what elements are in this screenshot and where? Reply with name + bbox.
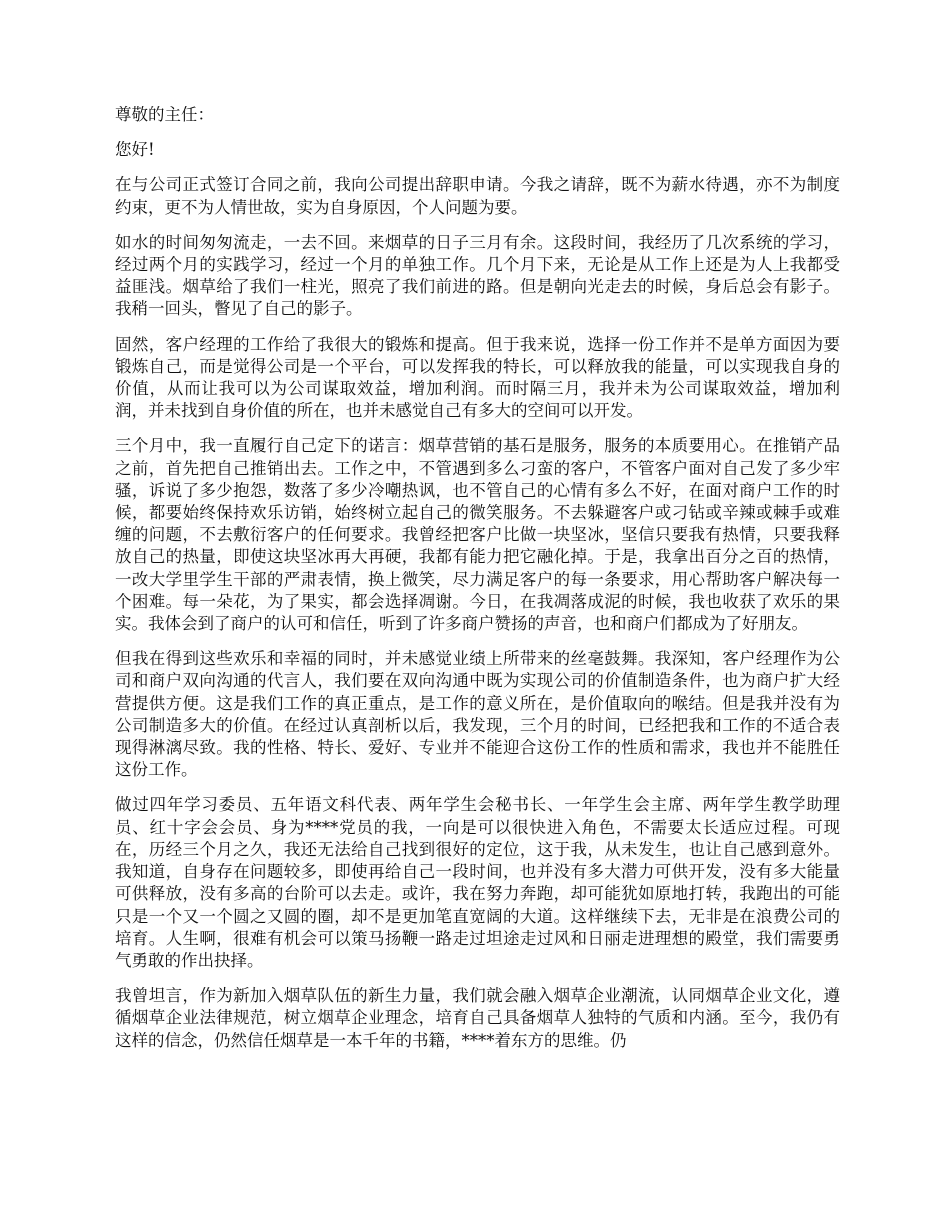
greeting: 您好! (115, 140, 155, 160)
paragraph-4: 三个月中，我一直履行自己定下的诺言：烟草营销的基石是服务，服务的本质要用心。在推销产品之前，首先把自己推销出去。工作之中，不管遇到多么刁蛮的客户，不管客户面对自己发了多少牢骚，诉说了多少抱怨，数落了多少冷嘲热讽，也不管自己的心情有多么不好，在面对商户工作的时候，都要始终保持欢乐访销，始终树立起自己的微笑服务。不去躲避客户或刁钻或辛辣或棘手或难缠的问题，不去敷衍客户的任何要求。我曾经把客户比做一块坚冰，坚信只要我有热情，只要我释放自己的热量，即使这块坚冰再大再硬，我都有能力把它融化掉。于是，我拿出百分之百的热情，一改大学里学生干部的严肃表情，换上微笑，尽力满足客户的每一条要求，用心帮助客户解决每一个困难。每一朵花，为了果实，都会选择凋谢。今日，在我凋落成泥的时候，我也收获了欢乐的果实。我体会到了商户的认可和信任，听到了许多商户赞扬的声音，也和商户们都成为了好朋友。 (115, 436, 840, 634)
paragraph-3: 固然，客户经理的工作给了我很大的锻炼和提高。但于我来说，选择一份工作并不是单方面因为要锻炼自己，而是觉得公司是一个平台，可以发挥我的特长，可以释放我的能量，可以实现我自身的价值，从而让我可以为公司谋取效益，增加利润。而时隔三月，我并未为公司谋取效益，增加利润，并未找到自身价值的所在，也并未感觉自己有多大的空间可以开发。 (115, 334, 840, 421)
paragraph-5: 但我在得到这些欢乐和幸福的同时，并未感觉业绩上所带来的丝毫鼓舞。我深知，客户经理作为公司和商户双向沟通的代言人，我们要在双向沟通中既为实现公司的价值制造条件，也为商户扩大经营提供方便。这是我们工作的真正重点，是工作的意义所在，是价值取向的喉结。但是我并没有为公司制造多大的价值。在经过认真剖析以后，我发现，三个月的时间，已经把我和工作的不适合表现得淋漓尽致。我的性格、特长、爱好、专业并不能迎合这份工作的性质和需求，我也并不能胜任这份工作。 (115, 649, 840, 780)
letter-body (115, 104, 840, 1065)
paragraph-7: 我曾坦言，作为新加入烟草队伍的新生力量，我们就会融入烟草企业潮流，认同烟草企业文化，遵循烟草企业法律规范，树立烟草企业理念，培育自己具备烟草人独特的气质和内涵。至今，我仍有这样的信念，仍然信任烟草是一本千年的书籍，****着东方的思维。仍 (115, 986, 840, 1050)
salutation: 尊敬的主任： (115, 105, 214, 124)
paragraph-6: 做过四年学习委员、五年语文科代表、两年学生会秘书长、一年学生会主席、两年学生教学助理员、红十字会会员、身为****党员的我，一向是可以很快进入角色，不需要太长适应过程。可现在，历经三个月之久，我还无法给自己找到很好的定位，这于我，从未发生，也让自己感到意外。我知道，自身存在问题较多，即使再给自己一段时间，也并没有多大潜力可供开发，没有多大能量可供释放，没有多高的台阶可以去走。或许，我在努力奔跑，却可能犹如原地打转，我跑出的可能只是一个又一个圆之又圆的圈，却不是更加笔直宽阔的大道。这样继续下去，无非是在浪费公司的培育。人生啊，很难有机会可以策马扬鞭一路走过坦途走过风和日丽走进理想的殿堂，我们需要勇气勇敢的作出抉择。 (115, 795, 840, 970)
paragraph-2: 如水的时间匆匆流走，一去不回。来烟草的日子三月有余。这段时间，我经历了几次系统的学习，经过两个月的实践学习，经过一个月的单独工作。几个月下来，无论是从工作上还是为人上我都受益匪浅。烟草给了我们一柱光，照亮了我们前进的路。但是朝向光走去的时候，身后总会有影子。我稍一回头，瞥见了自己的影子。 (115, 232, 840, 319)
paragraph-1: 在与公司正式签订合同之前，我向公司提出辞职申请。今我之请辞，既不为薪水待遇，亦不为制度约束，更不为人情世故，实为自身原因，个人问题为要。 (115, 175, 840, 217)
